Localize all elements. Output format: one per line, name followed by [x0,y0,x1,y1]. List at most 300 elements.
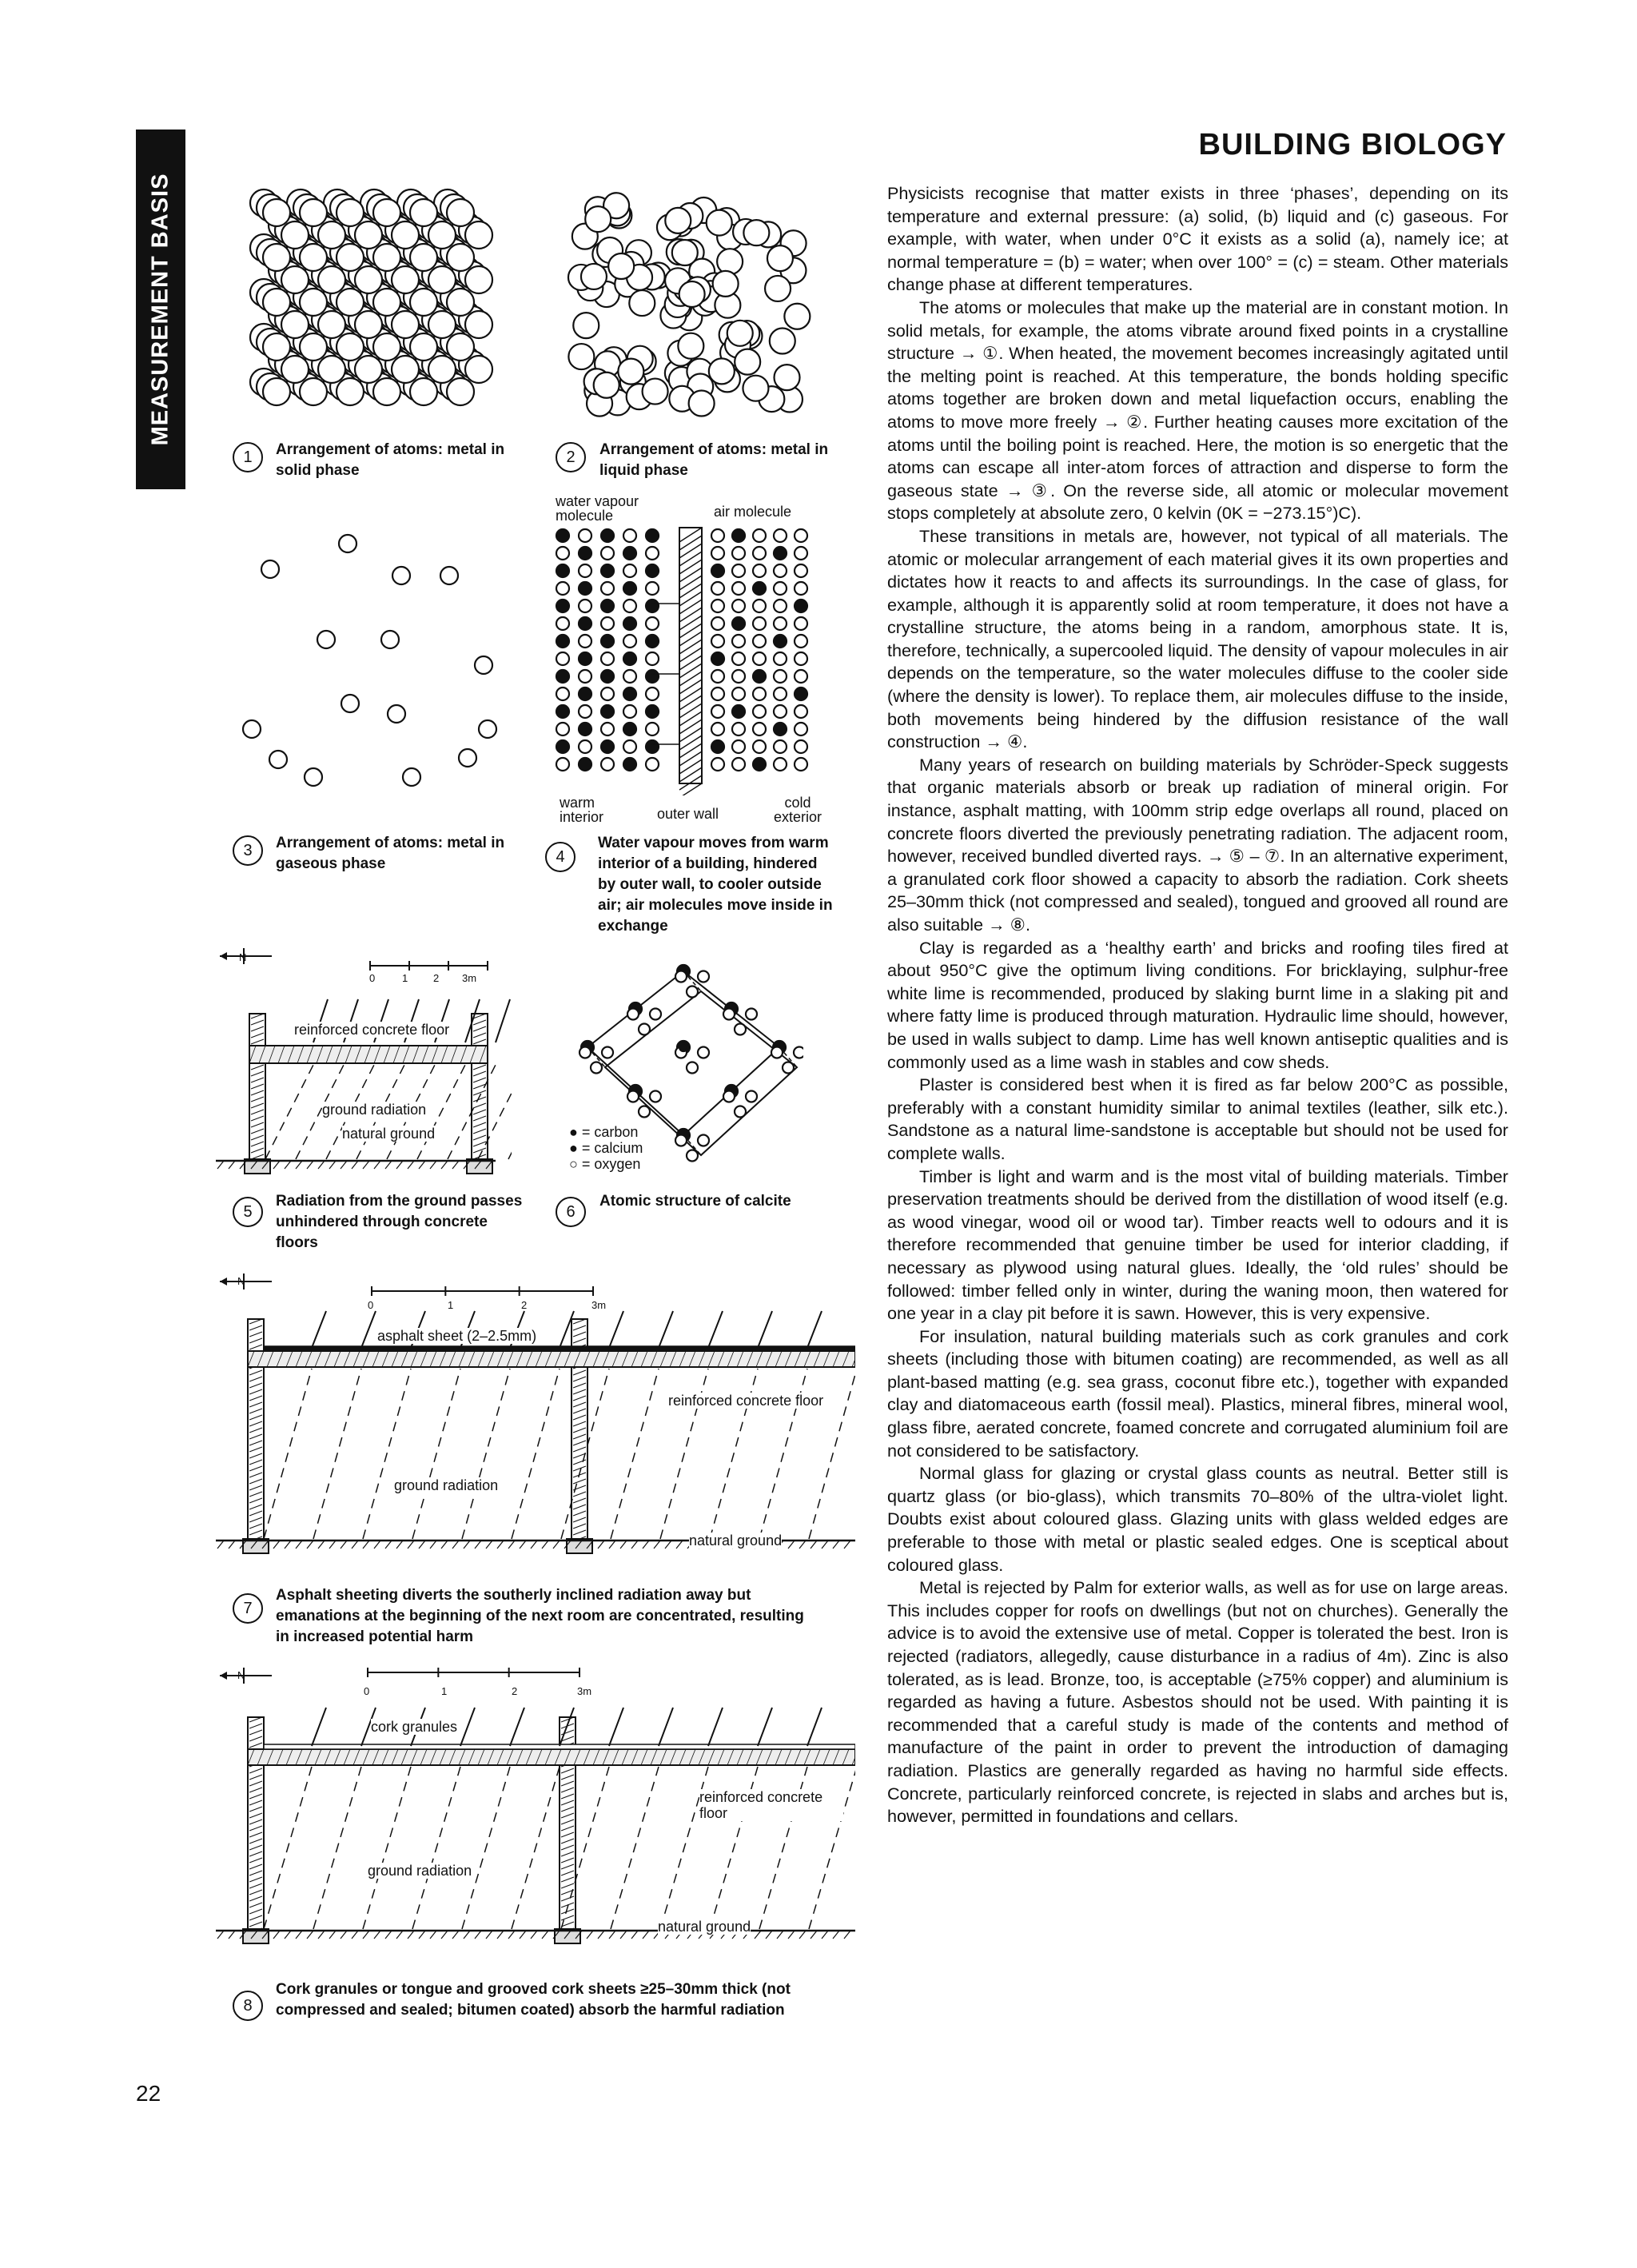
figure-5-scale-2: 2 [433,972,440,984]
air-molecule [774,740,787,753]
solid-atom [392,311,419,338]
ground-hatch [799,1541,806,1549]
radiation-ray [363,1369,411,1539]
water-vapour-molecule [556,529,569,542]
water-vapour-molecule [556,740,569,753]
figure-8-scale-2: 2 [512,1685,518,1697]
body-paragraph: The atoms or molecules that make up the material are in constant motion. In solid metals, for example, the atoms vibrate around fixed points in a crystalline structure → ①. When heated, the movement becomes increasingly agitated until the melting point is reached. At this temperature, the bonds holding specific atoms together are broken down and metal liquefaction occurs, enabling the atoms to move more freely → ②. Further heating causes more excitation of the atoms until the boiling point is reached. Here, the motion is so energetic that the atoms can escape all inter-atom forces of attraction and disperse to form the gaseous state → ③. On the reverse side, all atomic or molecular movement stops completely at absolute zero, 0 kelvin (0K = −273.15°)C). [887,297,1508,524]
air-molecule [774,600,787,612]
figure-7-scale-3: 3m [591,1299,607,1311]
air-molecule [556,582,569,595]
radiation-ray-above [312,1708,326,1746]
water-vapour-molecule [601,670,614,683]
solid-atom [447,244,474,271]
liquid-atom [618,359,643,385]
water-vapour-molecule [774,547,787,560]
figure-7-label-ground: natural ground [689,1533,783,1549]
radiation-ray-above [312,1311,326,1348]
water-vapour-molecule [646,564,659,577]
ground-hatch [598,1541,604,1549]
water-vapour-molecule [556,670,569,683]
radiation-ray [363,1767,411,1929]
air-molecule [732,635,745,648]
ground-hatch [374,1931,380,1939]
ground-hatch [307,1161,313,1169]
ground-hatch [553,1541,560,1549]
liquid-atom [735,349,760,375]
solid-atom [337,244,364,271]
ground-hatch [811,1931,817,1939]
figure-1-caption: Arrangement of atoms: metal in solid phase [276,441,505,479]
ground-hatch [341,1161,347,1169]
figure-8-scale-3: 3m [577,1685,592,1697]
air-molecule [774,705,787,718]
water-vapour-molecule [646,529,659,542]
water-vapour-molecule [556,635,569,648]
figure-5-north: N [239,951,247,963]
liquid-atom [629,290,655,316]
figure-7-scale-0: 0 [368,1299,374,1311]
air-molecule [556,688,569,700]
floor-slab [248,1749,855,1765]
liquid-atom [665,208,691,233]
solid-atom [392,221,419,249]
figure-6-legend-carbon: ● = carbon [569,1124,639,1140]
radiation-ray [512,1369,560,1539]
ground-hatch [341,1541,347,1549]
air-molecule [623,635,636,648]
air-molecule [646,688,659,700]
air-molecule [774,529,787,542]
ground-hatch [363,1541,369,1549]
air-molecule [774,564,787,577]
radiation-ray-above [758,1311,772,1348]
solid-atom [465,356,492,383]
ground-hatch [419,1161,425,1169]
radiation-ray [611,1767,659,1929]
ground-hatch [341,1931,347,1939]
oxygen-atom [746,1009,757,1020]
liquid-atom [679,281,705,307]
figure-8-north: N [237,1669,245,1681]
figure-4-label-air: air molecule [714,504,792,520]
air-molecule [732,670,745,683]
air-molecule [732,600,745,612]
north-arrow-head [220,952,227,960]
air-molecule [601,723,614,735]
figure-6-caption: Atomic structure of calcite [599,1193,791,1210]
air-molecule [711,547,724,560]
ground-hatch [598,1931,604,1939]
radiation-ray [264,1369,312,1539]
figure-4-label-warm: warm interior [560,795,604,825]
water-vapour-molecule [774,635,787,648]
air-molecule [711,758,724,771]
ground-hatch [217,1931,224,1939]
ground-hatch [441,1161,448,1169]
air-molecule [753,635,766,648]
figure-4-label-water-vapour: water vapour molecule [556,493,639,524]
water-vapour-molecule [732,705,745,718]
air-molecule [732,582,745,595]
solid-atom [263,289,290,316]
solid-atom [300,378,327,405]
solid-atom [410,244,437,271]
figure-5-scale-3: 3m [462,972,477,984]
ground-hatch [285,1931,291,1939]
air-molecule [753,529,766,542]
ground-hatch [229,1931,235,1939]
ground-hatch [296,1161,302,1169]
water-vapour-molecule [601,705,614,718]
figure-3-caption: Arrangement of atoms: metal in gaseous phase [276,835,505,872]
oxygen-atom [580,1047,591,1058]
figure-2-liquid-atoms [564,185,819,417]
ground-hatch [833,1931,839,1939]
figure-8-scale-1: 1 [441,1685,448,1697]
water-vapour-molecule [579,723,591,735]
air-molecule [774,617,787,630]
ground-hatch [374,1541,380,1549]
air-molecule [774,758,787,771]
liquid-atom [594,373,619,398]
ground-hatch [788,1931,795,1939]
ground-hatch [475,1541,481,1549]
ground-hatch [296,1931,302,1939]
ground-hatch [542,1541,548,1549]
radiation-ray [313,1369,361,1539]
solid-atom [447,333,474,361]
body-paragraph: Clay is regarded as a ‘healthy earth’ and bricks and roofing tiles fired at about 950°C give the optimum living conditions. For bricklaying, sulphur-free white lime is recommended, produced by slaking burnt lime in a slaking pit and where fatty lime is produced through maturation. Hydraulic lime should, however, be used in walls subject to damp. Lime has well known antiseptic qualities and is commonly used as a lime wash in stables and cow sheds. [887,937,1508,1072]
solid-atom [300,333,327,361]
air-molecule [795,529,807,542]
ground-hatch [676,1541,683,1549]
body-paragraph: Normal glass for glazing or crystal glass counts as neutral. Better still is quartz glass (or bio-glass), which transmits 70–80% of the ultra-violet light. Doubts exist about coloured glass. Glazing units with glass welded edges are preferable to those with metal or plastic sealed edges. One is sceptical about coloured glass. [887,1463,1508,1575]
ground-hatch [352,1161,358,1169]
air-molecule [579,564,591,577]
air-molecule [711,582,724,595]
solid-atom [447,378,474,405]
figure-4-number: 4 [545,842,576,872]
gas-atom [305,768,322,786]
ground-hatch [441,1541,448,1549]
liquid-atom [573,313,599,338]
ground-hatch [273,1161,280,1169]
figure-6-legend-oxygen-text: = oxygen [581,1156,641,1172]
oxygen-atom [771,1047,783,1058]
body-paragraph: Plaster is considered best when it is fired as far below 200°C as possible, preferably with a constant humidity similar to animal textiles (leather, silk etc.). Sandstone as a natural lime-sandstone is acceptable but should not be used for complete walls. [887,1074,1508,1163]
ground-hatch [430,1541,436,1549]
water-vapour-molecule [623,723,636,735]
radiation-ray [412,1369,460,1539]
water-vapour-molecule [646,670,659,683]
radiation-ray-above [659,1708,673,1746]
oxygen-atom [627,1091,639,1102]
air-molecule [795,635,807,648]
solid-atom [447,199,474,226]
ground-hatch [464,1541,470,1549]
air-molecule [774,582,787,595]
ground-hatch [631,1541,638,1549]
floor-slab [248,1351,855,1367]
water-vapour-molecule [711,740,724,753]
air-molecule [732,688,745,700]
ground-hatch [318,1161,325,1169]
figure-8-cork-section [216,1661,855,1981]
figure-4-diffusion-diagram [552,524,823,795]
air-molecule [601,547,614,560]
radiation-ray [264,1767,312,1929]
solid-atom [392,356,419,383]
ground-hatch [788,1541,795,1549]
ground-hatch [587,1931,593,1939]
ground-hatch [352,1931,358,1939]
ground-hatch [363,1161,369,1169]
solid-atom [428,266,456,293]
air-molecule [795,723,807,735]
radiation-ray [512,1767,560,1929]
figure-8-caption: Cork granules or tongue and grooved cork sheets ≥25–30mm thick (not compressed and sealed; bitumen coated) absorb the harmful radiation [276,1981,791,2019]
ground-hatch [542,1931,548,1939]
water-vapour-molecule [623,688,636,700]
ground-hatch [833,1541,839,1549]
oxygen-atom [746,1091,757,1102]
ground-hatch [822,1541,828,1549]
ground-hatch [273,1931,280,1939]
water-vapour-molecule [579,547,591,560]
ground-hatch [396,1161,403,1169]
ground-hatch [285,1161,291,1169]
figure-8-label-floor: reinforced concrete floor [699,1789,843,1821]
air-molecule [646,652,659,665]
section-tab [136,130,185,489]
solid-atom [300,244,327,271]
air-molecule [795,652,807,665]
ground-hatch [229,1541,235,1549]
figure-3-number: 3 [233,835,263,866]
air-molecule [732,758,745,771]
ground-hatch [609,1541,615,1549]
ground-hatch [486,1541,492,1549]
solid-atom [465,221,492,249]
ground-hatch [520,1541,526,1549]
water-vapour-molecule [646,705,659,718]
ground-hatch [508,1541,515,1549]
ground-hatch [531,1541,537,1549]
ground-hatch [609,1931,615,1939]
oxygen-atom [698,1047,709,1058]
water-vapour-molecule [556,705,569,718]
gas-atom [341,695,359,712]
solid-atom [428,221,456,249]
figure-5-caption: Radiation from the ground passes unhindered through concrete floors [276,1193,523,1251]
air-molecule [795,582,807,595]
air-molecule [711,635,724,648]
figure-6-legend-calcium-text: = calcium [581,1140,643,1156]
air-molecule [753,688,766,700]
solid-atom [392,266,419,293]
radiation-ray [265,1065,313,1159]
figure-7-label-asphalt: asphalt sheet (2–2.5mm) [377,1328,537,1344]
ground-hatch [755,1931,761,1939]
ground-hatch [844,1541,850,1549]
solid-atom [281,356,309,383]
ground-hatch [665,1541,671,1549]
ground-hatch [822,1931,828,1939]
ground-hatch [811,1541,817,1549]
water-vapour-molecule [601,635,614,648]
water-vapour-molecule [646,600,659,612]
air-molecule [623,740,636,753]
water-vapour-molecule [579,582,591,595]
oxygen-atom [639,1106,650,1118]
solid-atom [465,311,492,338]
gas-atom [459,749,476,767]
solid-atom [355,221,382,249]
figure-5-scale-1: 1 [402,972,408,984]
gas-atom [243,720,261,738]
air-molecule [795,705,807,718]
gas-atom [479,720,496,738]
figure-8-label-ground: natural ground [658,1919,751,1935]
figure-7-scale-1: 1 [448,1299,454,1311]
ground-hatch [374,1161,380,1169]
ground-hatch [654,1541,660,1549]
north-arrow-head [220,1672,227,1680]
air-molecule [732,740,745,753]
water-vapour-molecule [795,600,807,612]
liquid-atom [727,321,753,346]
air-molecule [753,652,766,665]
liquid-atom [713,271,739,297]
radiation-ray-above [510,1708,524,1746]
north-arrow-head [220,1277,227,1285]
solid-atom [373,333,400,361]
figure-1-number: 1 [233,442,263,472]
solid-atom [318,221,345,249]
body-paragraph: For insulation, natural building materials such as cork granules and cork sheets (including those with bitumen coating) are recommended, as well as all plant-based matting (e.g. sea grass, coconut fibre etc.), together with expanded clay and diatomaceous earth (fossil meal). Plastics, mineral fibres, mineral wool, glass fibre, aerated concrete, foamed concrete and corrugated aluminium foil are not considered to be satisfactory. [887,1325,1508,1461]
air-molecule [579,740,591,753]
figure-1-solid-atoms [240,185,496,417]
air-molecule [601,758,614,771]
solid-atom [465,266,492,293]
ground-hatch [408,1931,414,1939]
figure-7-number: 7 [233,1593,263,1624]
air-molecule [711,670,724,683]
water-vapour-molecule [556,564,569,577]
air-molecule [753,740,766,753]
air-molecule [753,564,766,577]
air-molecule [556,652,569,665]
ground-hatch [631,1931,638,1939]
water-vapour-molecule [601,600,614,612]
oxygen-atom [783,1062,794,1074]
oxygen-atom [687,1150,698,1162]
solid-atom [318,356,345,383]
figure-7-label-radiation: ground radiation [394,1477,499,1493]
solid-atom [337,199,364,226]
ground-hatch [273,1541,280,1549]
figure-4-label-outer-wall: outer wall [657,806,719,822]
ground-hatch [620,1541,627,1549]
water-vapour-molecule [646,635,659,648]
air-molecule [579,670,591,683]
liquid-atom [784,304,810,329]
figure-5-scale-0: 0 [369,972,376,984]
ground-hatch [620,1931,627,1939]
ground-hatch [385,1931,392,1939]
liquid-atom [689,390,715,416]
oxygen-atom [723,1009,735,1020]
ground-hatch [452,1931,459,1939]
radiation-ray-above [609,1708,623,1746]
ground-hatch [307,1931,313,1939]
ground-hatch [766,1931,772,1939]
ground-hatch [318,1931,325,1939]
air-molecule [623,705,636,718]
figure-5-label-ground: natural ground [342,1126,436,1142]
solid-atom [373,199,400,226]
solid-atom [428,356,456,383]
air-molecule [795,547,807,560]
air-molecule [795,564,807,577]
figure-8-label-radiation: ground radiation [368,1863,472,1879]
oxygen-atom [735,1024,746,1035]
solid-atom [355,311,382,338]
air-molecule [753,705,766,718]
water-vapour-molecule [774,723,787,735]
air-molecule [732,652,745,665]
solid-atom [318,266,345,293]
figure-4-caption: Water vapour moves from warm interior of a building, hindered by outer wall, to cooler outside air; air molecules move inside in exchange [598,835,833,935]
oxygen-atom [675,1135,687,1146]
oxygen-atom [698,971,709,983]
figure-5-number: 5 [233,1197,263,1227]
oxygen-atom [687,987,698,998]
water-vapour-molecule [623,758,636,771]
oxygen-atom [687,1062,698,1074]
figure-7-label-floor: reinforced concrete floor [668,1393,824,1409]
oxygen-atom [650,1091,661,1102]
air-molecule [579,600,591,612]
air-molecule [646,723,659,735]
air-molecule [579,529,591,542]
solid-atom [373,244,400,271]
air-molecule [601,617,614,630]
water-vapour-molecule [732,617,745,630]
air-molecule [601,582,614,595]
oxygen-atom [602,1047,613,1058]
ground-hatch [643,1541,649,1549]
ground-hatch [329,1541,336,1549]
water-vapour-molecule [579,652,591,665]
carbon-atom [679,1043,687,1051]
figure-8-label-cork: cork granules [371,1719,458,1735]
radiation-ray-above [807,1708,822,1746]
figure-6-legend-calcium: ● = calcium [569,1140,643,1156]
air-molecule [753,600,766,612]
oxygen-atom [735,1106,746,1118]
radiation-ray [508,1065,512,1159]
ground-hatch [318,1541,325,1549]
ground-hatch [520,1931,526,1939]
liquid-atom [608,253,634,279]
figure-8-number: 8 [233,1991,263,2021]
water-vapour-molecule [623,617,636,630]
solid-atom [281,221,309,249]
air-molecule [623,529,636,542]
air-molecule [711,617,724,630]
